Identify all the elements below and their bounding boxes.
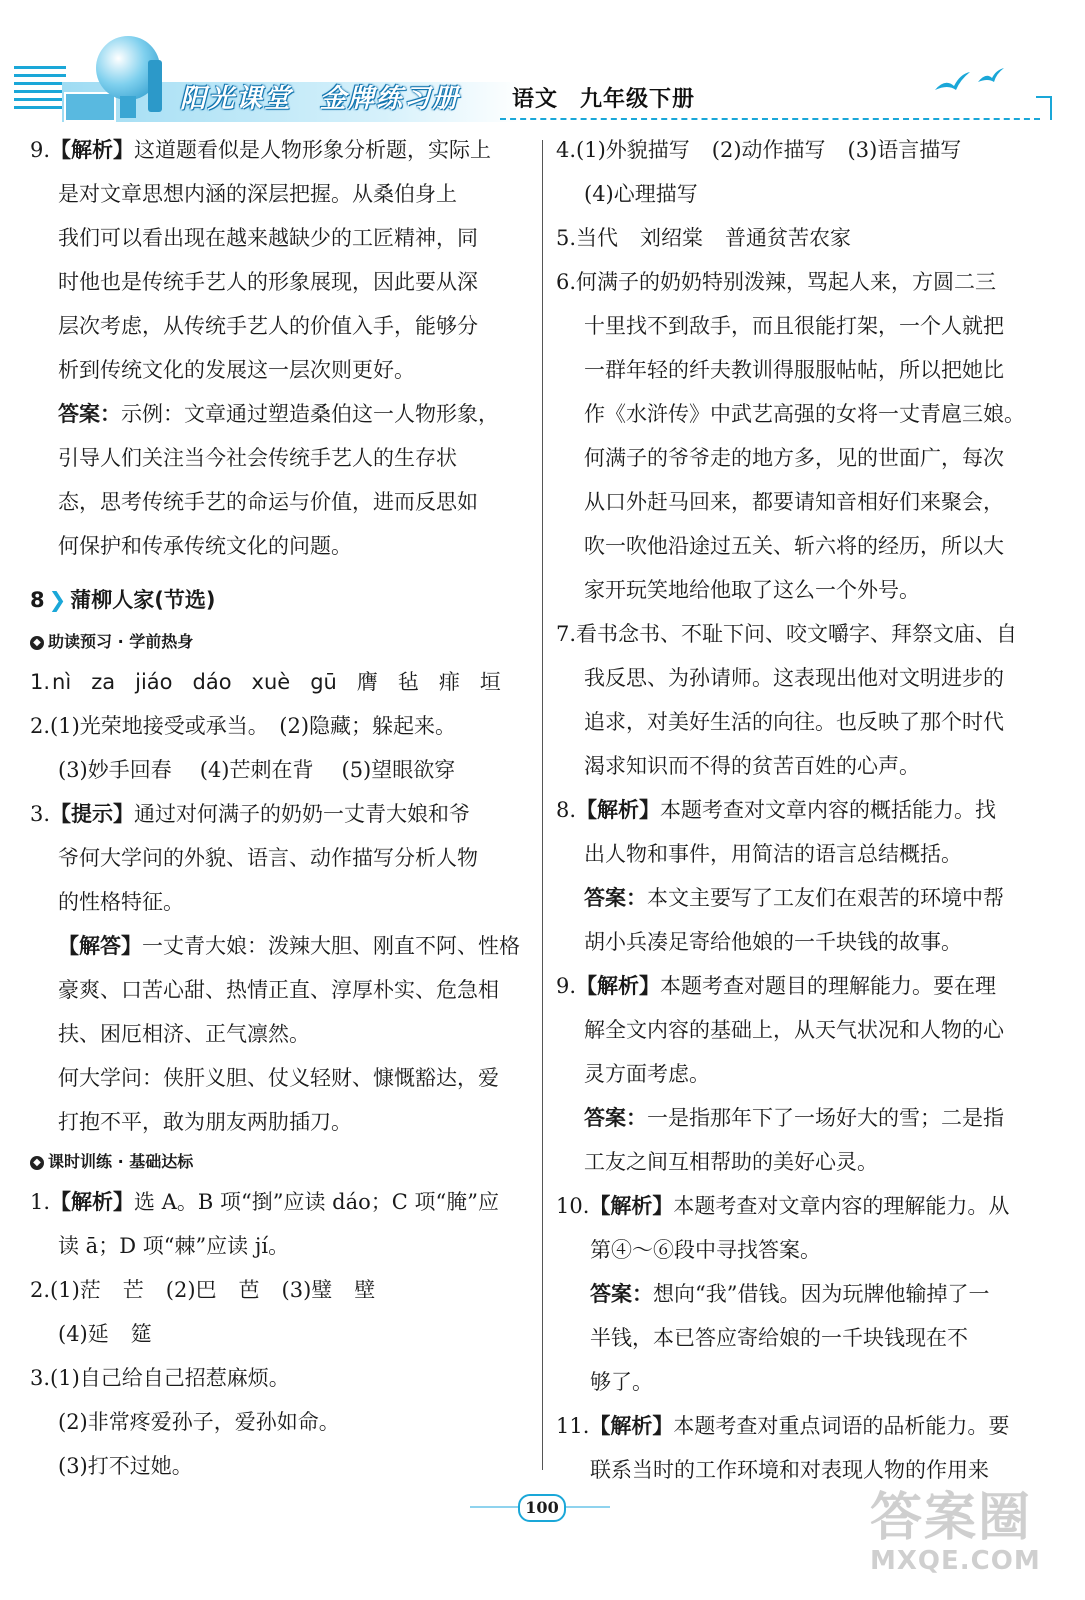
lesson-heading: 8 ❯ 蒲柳人家(节选) xyxy=(30,588,216,612)
answer-item-r4: 4.(1)外貌描写 (2)动作描写 (3)语言描写 xyxy=(556,138,962,162)
answer-item-p1: 1.nì za jiáo dáo xuè gū 膺 毡 痱 垣 xyxy=(30,670,501,694)
birds-icon xyxy=(930,60,1010,100)
answer-item-b1: 1.【解析】选 A。B 项“捯”应读 dáo；C 项“腌”应 读 ā；D 项“棘”应读 jí。 xyxy=(30,1190,499,1258)
header-rule-end xyxy=(1036,96,1052,120)
chevron-right-icon: ❯ xyxy=(48,588,67,612)
section-heading-preview: ◆ 助读预习 · 学前热身 xyxy=(30,624,530,660)
section-bullet-icon: ◆ xyxy=(30,636,44,650)
column-divider xyxy=(542,140,543,1470)
section-heading-training: ◆ 课时训练 · 基础达标 xyxy=(30,1144,530,1180)
answer-item-p2-cont: (3)妙手回春 (4)芒刺在背 (5)望眼欲穿 xyxy=(58,758,456,782)
header-stripes xyxy=(14,66,66,114)
answer-item-b2-cont: (4)延 筵 xyxy=(58,1322,152,1346)
answer-item-p2: 2.(1)光荣地接受或承当。 (2)隐藏；躲起来。 xyxy=(30,714,457,738)
answer-item-r6: 6.何满子的奶奶特别泼辣，骂起人来，方圆二三 十里找不到敌手，而且很能打架，一个人就把 一群年轻的纤夫教训得服服帖帖，所以把她比 作《水浒传》中武艺高强的女将一丈青扈三娘。 何满子的爷爷走的地方多，见的世面广，每次 从口外赶马回来，都要请知音相好们来聚会， 吹一吹他沿途过五关、斩六将的经历，所以大 家开玩笑地给他取了这么一个外号。 xyxy=(556,270,1025,602)
page-footer xyxy=(470,1488,610,1528)
answer-item-r5: 5.当代 刘绍棠 普通贫苦农家 xyxy=(556,226,852,250)
answer-item-b3-cont: (2)非常疼爱孙子，爱孙如命。 (3)打不过她。 xyxy=(58,1410,340,1478)
header-rule xyxy=(500,118,1040,120)
answer-item-p3: 3.【提示】通过对何满子的奶奶一丈青大娘和爷 爷何大学问的外貌、语言、动作描写分析人物 的性格特征。 xyxy=(30,802,478,914)
answer-item-p3-answer: 【解答】一丈青大娘：泼辣大胆、刚直不阿、性格 豪爽、口苦心甜、热情正直、淳厚朴实、危急相 扶、困厄相济、正气凛然。 何大学问：侠肝义胆、仗义轻财、慷慨豁达，爱 打抱不平，敢为朋友两肋插刀。 xyxy=(58,934,520,1134)
answer-item-r10: 10.【解析】本题考查对文章内容的理解能力。从 第④～⑥段中寻找答案。 xyxy=(556,1194,1010,1262)
answer-item-r9: 9.【解析】本题考查对题目的理解能力。要在理 解全文内容的基础上，从天气状况和人物的心 灵方面考虑。 xyxy=(556,974,1004,1086)
right-column xyxy=(556,128,1056,1492)
watermark-text: 答案圈 xyxy=(870,1488,1033,1548)
book-icon xyxy=(64,92,116,122)
answer-item-9: 9.【解析】这道题看似是人物形象分析题，实际上 是对文章思想内涵的深层把握。从桑伯身上 我们可以看出现在越来越缺少的工匠精神，同 时他也是传统手艺人的形象展现，因此要从深 层次考虑，从传统手艺人的价值入手，能够分 析到传统文化的发展这一层次则更好。 xyxy=(30,138,492,382)
answer-item-r8: 8.【解析】本题考查对文章内容的概括能力。找 出人物和事件，用简洁的语言总结概括。 xyxy=(556,798,997,866)
left-column xyxy=(30,128,530,1488)
answer-item-9-answer: 答案：示例：文章通过塑造桑伯这一人物形象， 引导人们关注当今社会传统手艺人的生存状 态，思考传统手艺的命运与价值，进而反思如 何保护和传承传统文化的问题。 xyxy=(58,402,499,558)
answer-item-r11: 11.【解析】本题考查对重点词语的品析能力。要 联系当时的工作环境和对表现人物的作用来 xyxy=(556,1414,1010,1482)
answer-item-r10-answer: 答案：想向“我”借钱。因为玩牌他输掉了一 半钱，本已答应寄给娘的一千块钱现在不 够了。 xyxy=(590,1282,990,1394)
answer-item-r7: 7.看书念书、不耻下问、咬文嚼字、拜祭文庙、自 我反思、为孙请师。这表现出他对文明进步的 追求，对美好生活的向往。也反映了那个时代 渴求知识而不得的贫苦百姓的心声。 xyxy=(556,622,1018,778)
page-number: 100 xyxy=(518,1494,566,1522)
answer-item-r8-answer: 答案：本文主要写了工友们在艰苦的环境中帮 胡小兵凑足寄给他娘的一千块钱的故事。 xyxy=(584,886,1004,954)
answer-item-r4-cont: (4)心理描写 xyxy=(584,182,698,206)
section-bullet-icon: ◆ xyxy=(30,1156,44,1170)
series-title: 阳光课堂 金牌练习册 xyxy=(180,84,461,114)
answer-item-r9-answer: 答案：一是指那年下了一场好大的雪；二是指 工友之间互相帮助的美好心灵。 xyxy=(584,1106,1004,1174)
answer-item-b3: 3.(1)自己给自己招惹麻烦。 xyxy=(30,1366,290,1390)
book-subtitle: 语文 九年级下册 xyxy=(512,87,696,112)
pen-holder-icon xyxy=(148,60,162,112)
globe-stand-icon xyxy=(120,96,136,118)
answer-item-b2: 2.(1)茫 芒 (2)巴 芭 (3)璧 壁 xyxy=(30,1278,376,1302)
watermark-logo xyxy=(870,1490,1070,1590)
page-header xyxy=(0,0,1085,130)
watermark-url: MXQE.COM xyxy=(870,1546,1041,1576)
